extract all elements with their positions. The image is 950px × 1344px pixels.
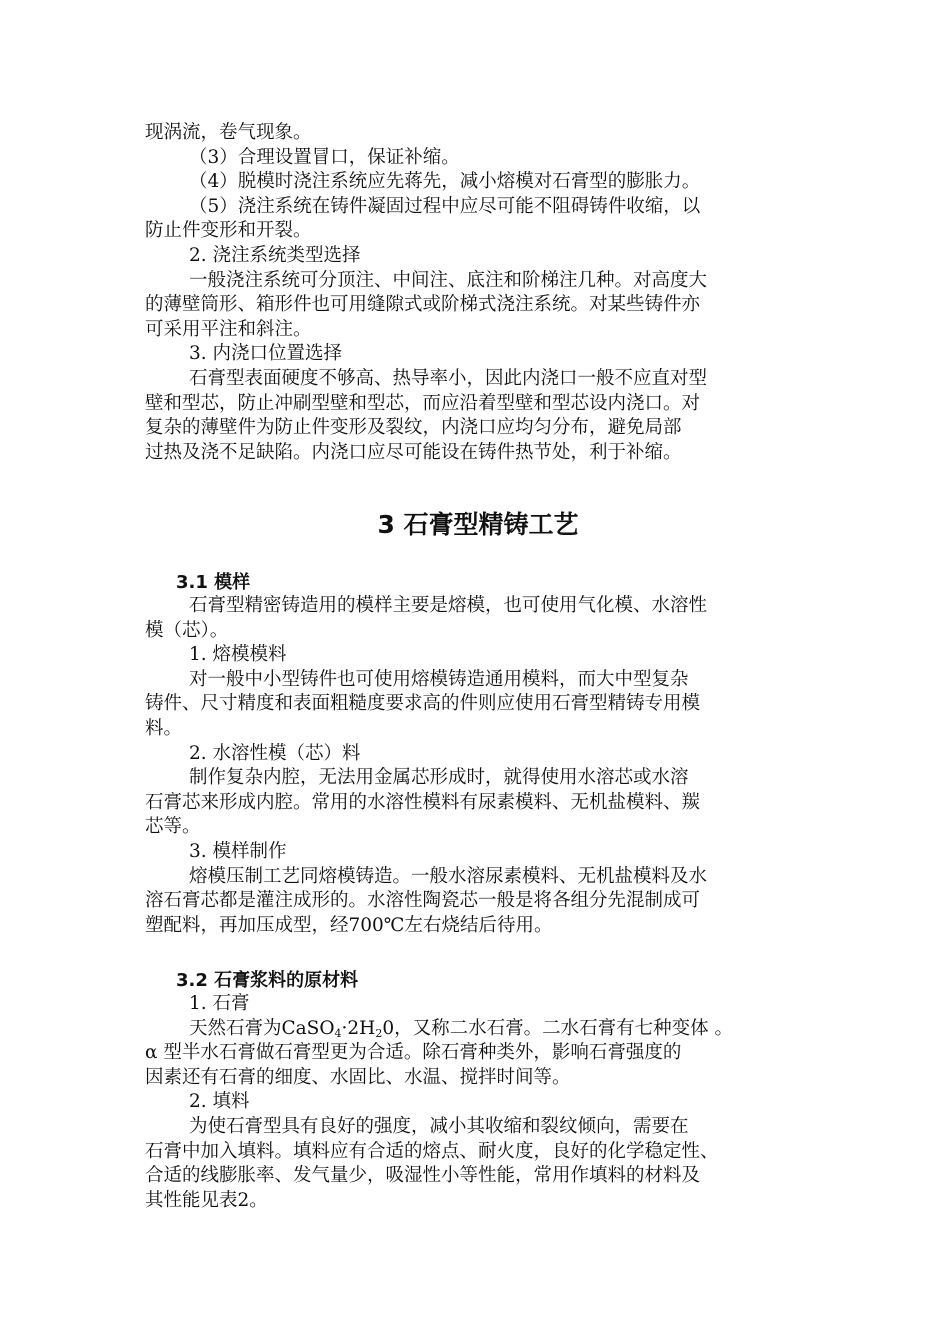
text-line: （5）浇注系统在铸件凝固过程中应尽可能不阻碍铸件收缩，以: [189, 195, 701, 217]
list-heading: 1. 熔模模料: [189, 644, 287, 666]
top-text-block: [145, 121, 811, 465]
text-line: 模（芯）。: [145, 619, 229, 641]
gypsum-formula-line: 天然石膏为$CaSO_4\cdot 2H_20$，又称二水石膏。二水石膏有七种变体 。: [189, 1017, 733, 1040]
text-line: 为使石膏型具有良好的强度，减小其收缩和裂纹倾向，需要在: [189, 1115, 689, 1137]
text-line: 现涡流，卷气现象。: [145, 122, 312, 143]
list-heading: 3. 模样制作: [189, 840, 287, 862]
subsection-heading-3-1: 3.1 模样: [176, 572, 251, 593]
subsection-heading-3-2: 3.2 石膏浆料的原材料: [176, 970, 359, 991]
text-line: 的薄壁筒形、箱形件也可用缝隙式或阶梯式浇注系统。对某些铸件亦: [145, 294, 701, 316]
list-heading: 1. 石膏: [189, 993, 250, 1014]
subsection-3-1-body: [145, 594, 811, 938]
text-line: 其性能见表2。: [145, 1189, 268, 1211]
text-line: 一般浇注系统可分顶注、中间注、底注和阶梯注几种。对高度大: [189, 269, 708, 291]
text-line: 因素还有石膏的细度、水固比、水温、搅拌时间等。: [145, 1066, 571, 1088]
text-line: 复杂的薄壁件为防止件变形及裂纹，内浇口应均匀分布，避免局部: [145, 417, 682, 439]
text-line: （4）脱模时浇注系统应先蒋先，减小熔模对石膏型的膨胀力。: [189, 171, 701, 193]
text-line: 石膏型精密铸造用的模样主要是熔模，也可使用气化模、水溶性: [189, 595, 708, 616]
text-line: 壁和型芯，防止冲刷型壁和型芯，而应沿着型壁和型芯设内浇口。对: [145, 392, 701, 414]
list-heading: 2. 浇注系统类型选择: [189, 244, 361, 266]
text-line: 合适的线膨胀率、发气量少，吸湿性小等性能，常用作填料的材料及: [145, 1165, 701, 1187]
text-line: 熔模压制工艺同熔模铸造。一般水溶尿素模料、无机盐模料及水: [189, 865, 708, 887]
text-line: 石膏芯来形成内腔。常用的水溶性模料有尿素模料、无机盐模料、羰: [145, 791, 701, 813]
text-line: 石膏中加入填料。填料应有合适的熔点、耐火度，良好的化学稳定性、: [145, 1140, 719, 1162]
section-title: 3 石膏型精铸工艺: [377, 510, 579, 539]
text-line: 制作复杂内腔，无法用金属芯形成时，就得使用水溶芯或水溶: [189, 767, 689, 789]
text-line: 可采用平注和斜注。: [145, 318, 312, 340]
text-line: 溶石膏芯都是灌注成形的。水溶性陶瓷芯一般是将各组分先混制成可: [145, 890, 701, 912]
text-line: 防止件变形和开裂。: [145, 220, 312, 242]
text-line: 过热及浇不足缺陷。内浇口应尽可能设在铸件热节处，利于补缩。: [145, 441, 682, 463]
text-line: （3）合理设置冒口，保证补缩。: [189, 146, 460, 168]
text-line: 石膏型表面硬度不够高、热导率小，因此内浇口一般不应直对型: [189, 367, 708, 389]
list-heading: 2. 填料: [189, 1091, 250, 1113]
text-line: α 型半水石膏做石膏型更为合适。除石膏种类外，影响石膏强度的: [145, 1042, 682, 1064]
text-line: 铸件、尺寸精度和表面粗糙度要求高的件则应使用石膏型精铸专用模: [145, 693, 701, 715]
text-line: 塑配料，再加压成型，经700℃左右烧结后待用。: [145, 914, 553, 936]
text-line: 对一般中小型铸件也可使用熔模铸造通用模料，而大中型复杂: [189, 668, 689, 690]
list-heading: 2. 水溶性模（芯）料: [189, 742, 361, 764]
subsection-3-2-body: [145, 992, 811, 1213]
text-line: 料。: [145, 717, 183, 739]
list-heading: 3. 内浇口位置选择: [189, 343, 343, 365]
text-line: 芯等。: [145, 816, 201, 838]
